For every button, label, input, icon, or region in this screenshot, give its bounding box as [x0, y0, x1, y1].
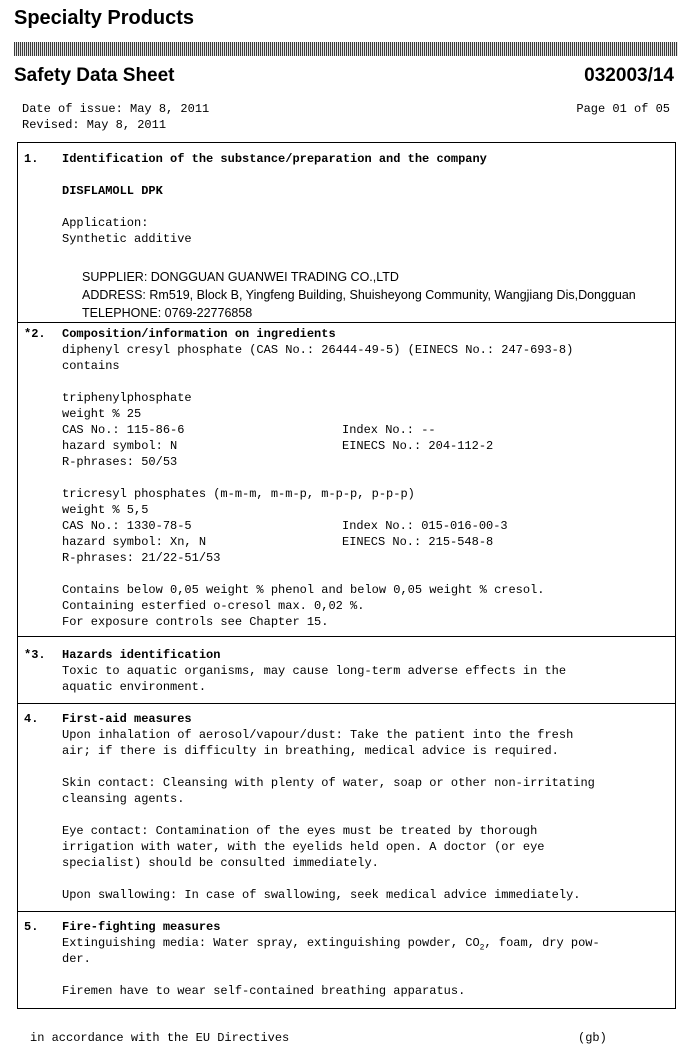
component-rphrases: R-phrases: 21/22-51/53: [62, 551, 221, 565]
hazard-text: aquatic environment.: [62, 680, 207, 694]
section-5: [17, 911, 676, 1009]
section-4: [17, 703, 676, 912]
supplier-telephone: TELEPHONE: 0769-22776858: [82, 306, 253, 320]
component-cas: CAS No.: 1330-78-5: [62, 519, 192, 533]
footer-language: (gb): [578, 1031, 607, 1045]
footer-directive: in accordance with the EU Directives: [30, 1031, 290, 1045]
substance-line: diphenyl cresyl phosphate (CAS No.: 26444-49-5) (EINECS No.: 247-693-8): [62, 343, 574, 357]
eye-contact-text: irrigation with water, with the eyelids held open. A doctor (or eye: [62, 840, 545, 854]
component-einecs: EINECS No.: 215-548-8: [342, 535, 494, 549]
note-line: For exposure controls see Chapter 15.: [62, 615, 329, 629]
contains-line: contains: [62, 359, 120, 373]
application-value: Synthetic additive: [62, 232, 192, 246]
component-rphrases: R-phrases: 50/53: [62, 455, 178, 469]
component-index: Index No.: 015-016-00-3: [342, 519, 508, 533]
component-cas: CAS No.: 115-86-6: [62, 423, 185, 437]
company-brand: Specialty Products: [14, 7, 195, 29]
inhalation-text: Upon inhalation of aerosol/vapour/dust: Take the patient into the fresh: [62, 728, 574, 742]
section-title: Fire-fighting measures: [62, 920, 221, 934]
component-name: tricresyl phosphates (m-m-m, m-m-p, m-p-p, p-p-p): [62, 487, 415, 501]
component-name: triphenylphosphate: [62, 391, 192, 405]
section-number: 4.: [24, 712, 39, 726]
eye-contact-text: Eye contact: Contamination of the eyes must be treated by thorough: [62, 824, 538, 838]
component-hazard: hazard symbol: N: [62, 439, 178, 453]
section-number: *2.: [24, 327, 46, 341]
component-weight: weight % 25: [62, 407, 142, 421]
inhalation-text: air; if there is difficulty in breathing, medical advice is required.: [62, 744, 559, 758]
section-number: 1.: [24, 152, 39, 166]
document-number: 032003/14: [584, 65, 674, 86]
section-title: Hazards identification: [62, 648, 221, 662]
header-divider: [14, 42, 678, 56]
section-2: [17, 322, 676, 637]
skin-contact-text: Skin contact: Cleansing with plenty of water, soap or other non-irritating: [62, 776, 595, 790]
section-title: Identification of the substance/preparation and the company: [62, 152, 487, 166]
component-weight: weight % 5,5: [62, 503, 149, 517]
hazard-text: Toxic to aquatic organisms, may cause long-term adverse effects in the: [62, 664, 567, 678]
supplier-block: [82, 268, 674, 322]
section-number: 5.: [24, 920, 39, 934]
supplier-address: ADDRESS: Rm519, Block B, Yingfeng Building, Shuisheyong Community, Wangjiang Dis,Dongguan: [82, 288, 636, 302]
swallowing-text: Upon swallowing: In case of swallowing, seek medical advice immediately.: [62, 888, 581, 902]
skin-contact-text: cleansing agents.: [62, 792, 185, 806]
note-line: Contains below 0,05 weight % phenol and below 0,05 weight % cresol.: [62, 583, 545, 597]
document-title: Safety Data Sheet: [14, 65, 175, 86]
section-title: Composition/information on ingredients: [62, 327, 336, 341]
section-box-bottom: [17, 1008, 676, 1009]
application-label: Application:: [62, 216, 149, 230]
component-einecs: EINECS No.: 204-112-2: [342, 439, 494, 453]
eye-contact-text: specialist) should be consulted immediately.: [62, 856, 379, 870]
page-number: Page 01 of 05: [576, 102, 670, 116]
firemen-text: Firemen have to wear self-contained breathing apparatus.: [62, 984, 466, 998]
extinguishing-media-text: Extinguishing media: Water spray, extinguishing powder, $CO_2$, foam, dry pow-: [62, 936, 600, 953]
section-title: First-aid measures: [62, 712, 192, 726]
supplier-name: SUPPLIER: DONGGUAN GUANWEI TRADING CO.,LTD: [82, 270, 399, 284]
revised-date: Revised: May 8, 2011: [22, 118, 167, 132]
extinguishing-media-text: der.: [62, 952, 91, 966]
date-of-issue: Date of issue: May 8, 2011: [22, 102, 210, 116]
product-name: DISFLAMOLL DPK: [62, 184, 163, 198]
section-number: *3.: [24, 648, 46, 662]
section-3: [17, 636, 676, 704]
component-index: Index No.: --: [342, 423, 436, 437]
note-line: Containing esterfied o-cresol max. 0,02 %.: [62, 599, 365, 613]
component-hazard: hazard symbol: Xn, N: [62, 535, 207, 549]
section-1: [17, 142, 676, 323]
